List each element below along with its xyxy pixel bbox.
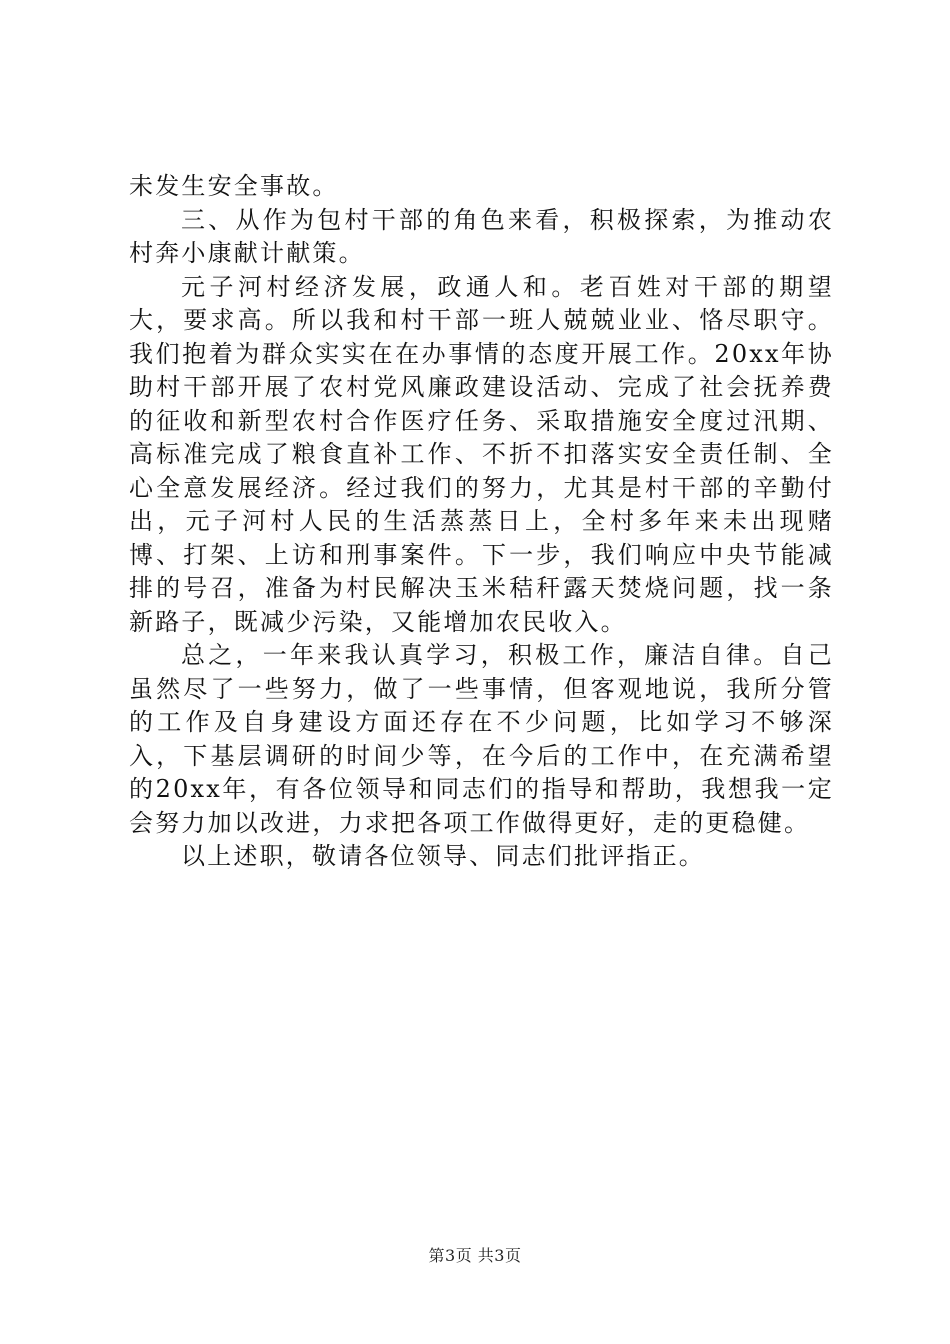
- paragraph-village-work: 元子河村经济发展，政通人和。老百姓对干部的期望大，要求高。所以我和村干部一班人兢兢业业、恪尽职守。我们抱着为群众实实在在办事情的态度开展工作。20xx年协助村干部开展了农村党风廉政建设活动、完成了社会抚养费的征收和新型农村合作医疗任务、采取措施安全度过汛期、高标准完成了粮食直补工作、不折不扣落实安全责任制、全心全意发展经济。经过我们的努力，尤其是村干部的辛勤付出，元子河村人民的生活蒸蒸日上，全村多年来未出现赌博、打架、上访和刑事案件。下一步，我们响应中央节能减排的号召，准备为村民解决玉米秸秆露天焚烧问题，找一条新路子，既减少污染，又能增加农民收入。: [129, 272, 834, 636]
- paragraph-continuation: 未发生安全事故。: [129, 172, 339, 200]
- paragraph-summary: 总之，一年来我认真学习，积极工作，廉洁自律。自己虽然尽了一些努力，做了一些事情，但客观地说，我所分管的工作及自身建设方面还存在不少问题，比如学习不够深入，下基层调研的时间少等，在今后的工作中，在充满希望的20xx年，有各位领导和同志们的指导和帮助，我想我一定会努力加以改进，力求把各项工作做得更好，走的更稳健。: [129, 641, 834, 837]
- paragraph-section-three-heading: 三、从作为包村干部的角色来看，积极探索，为推动农村奔小康献计献策。: [129, 205, 834, 267]
- document-body: [129, 170, 834, 874]
- page-footer: 第3页 共3页: [428, 1246, 522, 1265]
- paragraph-closing: 以上述职，敬请各位领导、同志们批评指正。: [181, 842, 705, 870]
